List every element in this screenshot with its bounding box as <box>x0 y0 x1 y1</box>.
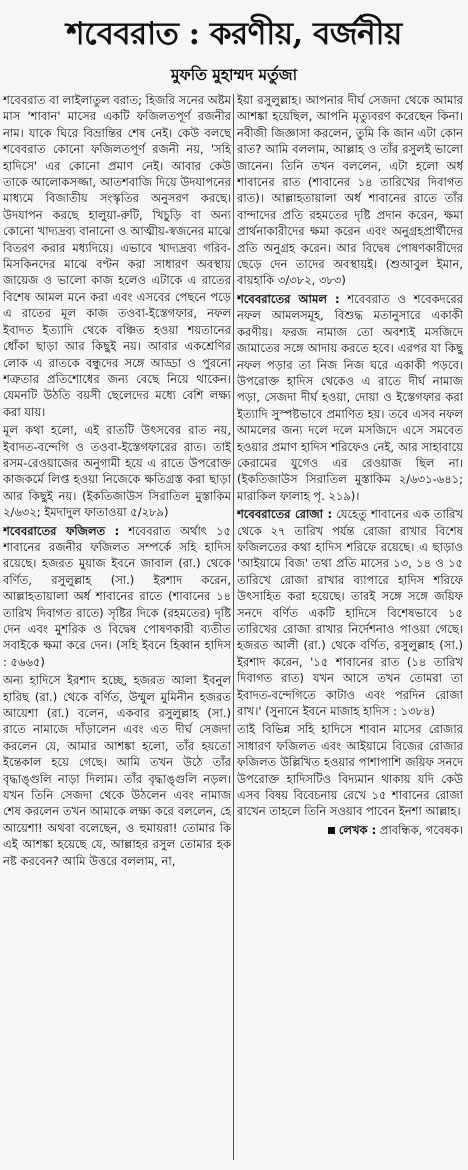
paragraph-ayesha-hadith <box>3 672 231 869</box>
paragraph-text: অন্য হাদিসে ইরশাদ হচ্ছে, হজরত আলা ইবনুল হারিছ (রা.) থেকে বর্ণিত, উম্মুল মুমিনীন হজরত আয়েশা (রা.) বলেন, একবার রসুলুল্লাহ (সা.) রাতে নামাজে দাঁড়ালেন এবং এত দীর্ঘ সেজদা করলেন যে, আমার আশঙ্কা হলো, তাঁর হয়তো ইন্তেকাল হয়ে গেছে। আমি তখন উঠে তাঁর বৃদ্ধাঙ্গুলি নাড়া দিলাম। তাঁর বৃদ্ধাঙ্গুলি নড়ল। যখন তিনি সেজদা থেকে উঠলেন এবং নামাজ শেষ করলেন তখন আমাকে লক্ষ্য করে বললেন, হে আয়েশা! অথবা বলেছেন, ও হুমায়রা! তোমার কি এই আশঙ্কা হয়েছে যে, আল্লাহর রসুল তোমার হক নষ্ট করবেন? আমি উত্তরে বললাম, না, <box>3 673 231 868</box>
paragraph-amal <box>237 291 463 504</box>
paragraph-text: তাই বিভিন্ন সহি হাদিসে শাবান মাসের রোজার সাধারণ ফজিলত এবং আইয়ামে বিজের রোজার ফজিলত উল্লিখিত হওয়ার পাশাপাশি জয়িফ সনদে উপরোক্ত হাদিসটিও বিদ্যমান থাকায় যদি কেউ এসব বিষয় বিবেচনায় রেখে ১৫ শাবানের রোজা রাখেন তাহলে তিনি সওয়াব পাবেন ইনশা আল্লাহ। <box>237 722 463 819</box>
section-heading-fazilat: শবেবরাতের ফজিলত : <box>3 523 120 538</box>
author-credit <box>237 822 463 838</box>
paragraph-conclusion <box>237 721 463 819</box>
paragraph-fazilat <box>3 523 231 671</box>
paragraph-text: শবেবরাত ও শবেকদরের নফল আমলসমূহ, বিশুদ্ধ মতানুসারে একাকী করণীয়। ফরজ নামাজ তো অবশ্যই মসজিদে জামাতের সঙ্গে আদায় করতে হবে। এরপর যা কিছু নফল পড়ার তা নিজ নিজ ঘরে একাকী পড়বে। উপরোক্ত হাদিস থেকেও এ রাতে দীর্ঘ নামাজ পড়া, সেজদা দীর্ঘ হওয়া, দোয়া ও ইস্তেগফার করা ইত্যাদি সুস্পষ্টভাবে প্রমাণিত হয়। তবে এসব নফল আমলের জন্য দলে দলে মসজিদে এসে সমবেত হওয়ার প্রমাণ হাদিস শরিফেও নেই, আর সাহাবায়ে কেরামের যুগেও এর রেওয়াজ ছিল না। (ইকতিজাউস সিরাতিল মুস্তাকিম ২/৬৩১-৬৪১; মারাকিল ফালাহ পৃ. ২১৯)। <box>237 291 463 503</box>
credit-text: প্রাবন্ধিক, গবেষক। <box>376 822 463 837</box>
paragraph-text: মূল কথা হলো, এই রাতটি উৎসবের রাত নয়, ইবাদত-বন্দেগি ও তওবা-ইস্তেগফারের রাত। তাই রসম-রেওয়াজের অনুগামী হয়ে এ রাতে উপরোক্ত কাজকর্মে লিপ্ত হওয়া নিজেকে ক্ষতিগ্রস্ত করা ছাড়া আর কিছুই নয়। (ইকতিজাউস সিরাতিল মুস্তাকিম ২/৬৩২; ইমদাদুল ফাতাওয়া ৫/২৮৯) <box>3 423 231 520</box>
article-author: মুফতি মুহাম্মদ মর্তুজা <box>170 66 298 84</box>
article-headline: শবেবরাত : করণীয়, বর্জনীয় <box>66 16 402 52</box>
paragraph-intro <box>3 92 231 420</box>
paragraph-text: শবেবরাত বা লাইলাতুল বরাত; হিজরি সনের অষ্টম মাস 'শাবান' মাসের একটি ফজিলতপূর্ণ রজনীর নাম। যাকে ঘিরে বিভ্রান্তির শেষ নেই। কেউ বলছে শবেবরাত কোনো ফজিলতপূর্ণ রজনী নয়, 'সহি হাদিসে' এর কোনো প্রমাণ নেই। আবার কেউ তাকে আলোকসজ্জা, আতশবাজি দিয়ে উদযাপনের মাধ্যমে বিজাতীয় সংস্কৃতির অনুসরণ করছে। উদযাপন করছে হালুয়া-রুটি, খিচুড়ি বা অন্য কোনো খাদ্যদ্রব্য বানানো ও আত্মীয়-স্বজনের মাঝে বিতরণ করার মধ্যদিয়ে। এভাবে খাদ্যদ্রব্য গরিব-মিসকিনদের মাঝে বণ্টন করা সাধারণ অবস্থায় জায়েজ ও ভালো কাজ হলেও এটাকে এ রাতের বিশেষ আমল মনে করা এবং এসবের পেছনে পড়ে এ রাতের মূল কাজ তওবা-ইস্তেগফার, নফল ইবাদত ইত্যাদি থেকে বঞ্চিত হওয়া শয়তানের ধোঁকা ছাড়া আর কিছুই নয়। আবার একশ্রেণির লোক এ রাতকে বন্ধুদের সঙ্গে আড্ডা ও পুরনো শত্রুতার প্রতিশোধের জন্য বেছে নিয়ে থাকেন। যেমনটি উঠতি বয়সী ছেলেদের মধ্যে বেশি লক্ষ্য করা যায়। <box>3 93 231 419</box>
paragraph-text: শবেবরাত অর্থাৎ ১৫ শাবানের রজনীর ফজিলত সম্পর্কে সহি হাদিস রয়েছে। হজরত মুয়াজ ইবনে জাবাল (রা.) থেকে বর্ণিত, রসুলুল্লাহ (সা.) ইরশাদ করেন, আল্লাহতায়ালা অর্ধ শাবানের রাতে (শাবানের ১৪ তারিখ দিবাগত রাতে) সৃষ্টির দিকে (রহমতের) দৃষ্টি দেন এবং মুশরিক ও বিদ্বেষ পোষণকারী ব্যতীত সবাইকে ক্ষমা করে দেন। (সহি ইবনে হিব্বান হাদিস : ৫৬৬৫) <box>3 523 231 669</box>
column-divider <box>233 94 234 1160</box>
section-heading-roza: শবেবরাতের রোজা : <box>237 507 333 522</box>
section-heading-amal: শবেবরাতের আমল : <box>237 291 340 306</box>
paragraph-text: ইয়া রসুলুল্লাহ। আপনার দীর্ঘ সেজদা থেকে আমার আশঙ্কা হয়েছিল, আপনি মৃত্যুবরণ করেছেন কিনা। নবীজী জিজ্ঞাসা করলেন, তুমি কি জান এটা কোন রাত? আমি বললাম, আল্লাহ ও তাঁর রসুলই ভালো জানেন। তিনি তখন বললেন, এটা হলো অর্ধ শাবানের রাত (শাবানের ১৪ তারিখের দিবাগত রাত)। আল্লাহতায়ালা অর্ধ শাবানের রাতে তাঁর বান্দাদের প্রতি রহমতের দৃষ্টি প্রদান করেন, ক্ষমা প্রার্থনাকারীদের ক্ষমা করেন এবং অনুগ্রহপ্রার্থীদের প্রতি অনুগ্রহ করেন। আর বিদ্বেষ পোষণকারীদের ছেড়ে দেন তাদের অবস্থায়ই। (শুআবুল ইমান, বায়হাকি ৩/৩৮২, ৩৮৩) <box>237 93 463 288</box>
square-bullet-icon <box>328 827 335 834</box>
paragraph-hadith-continued <box>237 92 463 289</box>
credit-label: লেখক : <box>338 822 377 837</box>
left-column <box>3 92 231 1162</box>
paragraph-roza <box>237 506 463 719</box>
paragraph-text: যেহেতু শাবানের এক তারিখ থেকে ২৭ তারিখ পর্যন্ত রোজা রাখার বিশেষ ফজিলতের কথা হাদিস শরিফে রয়েছে। এ ছাড়াও 'আইয়ামে বিজ' তথা প্রতি মাসের ১৩, ১৪ ও ১৫ তারিখে রোজা রাখার ব্যাপারে হাদিস শরিফে উৎসাহিত করা হয়েছে। তারই সঙ্গে সঙ্গে জয়িফ সনদে বর্ণিত একটি হাদিসে বিশেষভাবে ১৫ তারিখের রোজা রাখার নির্দেশনাও পাওয়া গেছে। হজরত আলী (রা.) থেকে বর্ণিত, রসুলুল্লাহ (সা.) ইরশাদ করেন, '১৫ শাবানের রাত (১৪ তারিখ দিবাগত রাত) যখন আসে তখন তোমরা তা ইবাদত-বন্দেগিতে কাটাও এবং পরদিন রোজা রাখ।' (সুনানে ইবনে মাজাহ হাদিস : ১৩৮৪) <box>237 507 463 719</box>
paragraph-main-point <box>3 422 231 520</box>
right-column <box>237 92 463 1162</box>
